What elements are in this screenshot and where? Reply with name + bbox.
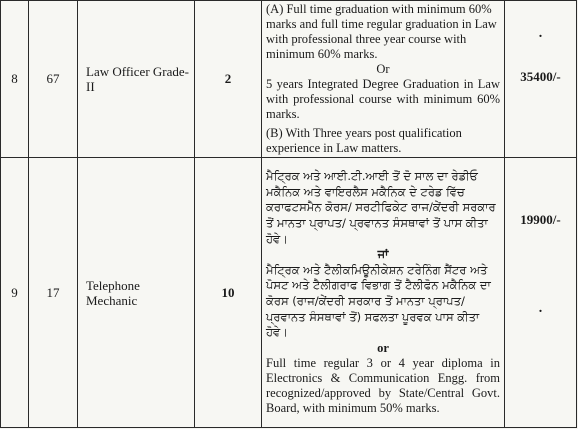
qualification-cell [262,1,505,158]
qualification-cell [262,158,505,428]
or-separator: Or [376,62,390,76]
pen-mark: . [538,26,543,41]
table-row [1,1,577,158]
table-row [1,158,577,428]
pen-mark: . [538,300,543,316]
qualification-alt: 5 years Integrated Degree Graduation in Law with professional course with minimum 60% marks. [266,77,500,121]
pay-scale: 35400/- [520,69,561,84]
pay-scale-cell [505,1,577,158]
qualification-a: (A) Full time graduation with minimum 60% marks and full time regular graduation in Law with professional three year course with minimum 60% marks. [266,2,497,61]
or-separator-punjabi: ਜਾਂ [377,247,389,262]
number-of-posts: 2 [195,1,262,158]
post-name: Law Officer Grade-II [78,1,195,158]
qualification-b: (B) With Three years post qualification experience in Law matters. [266,126,462,155]
number-of-posts: 10 [195,158,262,428]
qualification-english: Full time regular 3 or 4 year diploma in Electronics & Communication Engg. from recognized/approved by State/Central Govt. Board, with minimum 50% marks. [266,355,500,415]
serial-number: 9 [1,158,29,428]
post-code: 17 [29,158,78,428]
pay-scale-cell [505,158,577,428]
qualification-punjabi-2: ਮੈਟ੍ਰਿਕ ਅਤੇ ਟੈਲੀਕਮਿਊਨੀਕੇਸ਼ਨ ਟਰੇਨਿੰਗ ਸੈਂਟਰ ਅਤੇ ਪੋਸਟ ਅਤੇ ਟੈਲੀਗਰਾਫ ਵਿਭਾਗ ਤੋਂ ਟੈਲੀਫੋਨ ਮਕੈਨਿਕ ਦਾ ਕੋਰਸ (ਰਾਜ/ਕੇਂਦਰੀ ਸਰਕਾਰ ਤੋਂ ਮਾਨਤਾ ਪ੍ਰਾਪਤ/ਪ੍ਰਵਾਨਤ ਸੰਸਥਾਵਾਂ ਤੋਂ) ਸਫਲਤਾ ਪੂਰਵਕ ਪਾਸ ਕੀਤਾ ਹੋਵੇ। [266,262,491,340]
post-name: Telephone Mechanic [78,158,195,428]
serial-number: 8 [1,1,29,158]
pay-scale: 19900/- [520,211,561,227]
or-separator: or [377,340,389,355]
post-code: 67 [29,1,78,158]
qualification-punjabi-1: ਮੈਟ੍ਰਿਕ ਅਤੇ ਆਈ.ਟੀ.ਆਈ ਤੋਂ ਦੋ ਸਾਲ ਦਾ ਰੇਡੀਓ ਮਕੈਨਿਕ ਅਤੇ ਵਾਇਰਲੈਸ ਮਕੈਨਿਕ ਦੇ ਟਰੇਡ ਵਿੱਚ ਕਰਾਫਟਸਮੈਨ ਕੋਰਸ/ ਸਰਟੀਫਿਕੇਟ ਰਾਜ/ਕੇਂਦਰੀ ਸਰਕਾਰ ਤੋਂ ਮਾਨਤਾ ਪ੍ਰਾਪਤ/ ਪ੍ਰਵਾਨਤ ਸੰਸਥਾਵਾਂ ਤੋਂ ਪਾਸ ਕੀਤਾ ਹੋਵੇ। [266,169,496,246]
